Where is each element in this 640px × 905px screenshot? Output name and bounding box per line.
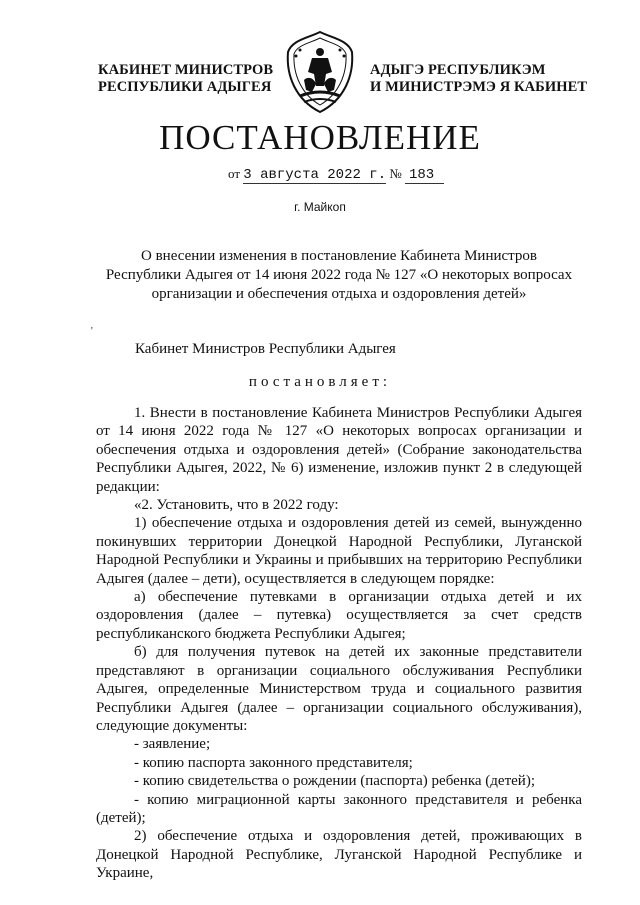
list-item: - копию паспорта законного представителя; [134,754,413,771]
header-right-line1: АДЫГЭ РЕСПУБЛИКЭМ [370,62,546,78]
document-body [96,404,582,883]
paragraph: б) для получения путевок на детей их законные представители представляют в организации социального обслуживания Республики Адыгея, определенные Министерством труда и социального развития Республики Адыгея (далее – организации социального обслуживания), следующие документы: [96,644,582,734]
document-subject [96,247,582,304]
document-number: 183 [405,167,444,184]
paragraph: 1) обеспечение отдыха и оздоровления детей из семей, вынужденно покинувших территории Донецкой Народной Республики, Луганской Народной Республики и Украины и прибывших на территорию Республики Адыгея (далее – дети), осуществляется в следующем порядке: [96,515,582,587]
date-prefix: от [228,166,241,181]
date-value: 3 августа 2022 г. [243,167,387,183]
cabinet-line: Кабинет Министров Республики Адыгея [135,341,396,357]
subject-line2: Республики Адыгея от 14 июня 2022 года № 127 «О некоторых вопросах [105,267,573,283]
margin-mark: ' [91,326,93,337]
subject-line1: О внесении изменения в постановление Кабинета Министров [141,248,537,264]
subject-line3: организации и обеспечения отдыха и оздоровления детей» [151,286,527,302]
paragraph: 1. Внести в постановление Кабинета Министров Республики Адыгея от 14 июня 2022 года № 127 «О некоторых вопросах организации и обеспечения отдыха и оздоровления детей» (Собрание законодательства Республики Адыгея, 2022, № 6) изменение, изложив пункт 2 в следующей редакции: [96,405,582,495]
list-item: - заявление; [134,736,211,753]
list-item: - копию миграционной карты законного представителя и ребенка (детей); [96,791,582,826]
header-right-line2: И МИНИСТРЭМЭ Я КАБИНЕТ [370,79,588,95]
document-title: ПОСТАНОВЛЕНИЕ [159,118,481,157]
city: г. Майкоп [294,200,346,214]
header-left-line1: КАБИНЕТ МИНИСТРОВ [98,62,274,78]
paragraph: «2. Установить, что в 2022 году: [134,497,339,514]
list-item: - копию свидетельства о рождении (паспорта) ребенка (детей); [134,773,535,790]
dateline [228,166,444,184]
decree-word: постановляет: [248,374,392,390]
coat-of-arms-icon [282,28,358,116]
paragraph: 2) обеспечение отдыха и оздоровления детей, проживающих в Донецкой Народной Республике, Луганской Народной Республике и Украине, [96,828,582,882]
header-right [370,62,587,96]
number-label: № [389,166,402,181]
header-left [98,62,273,96]
paragraph: а) обеспечение путевками в организации отдыха детей и их оздоровления (далее – путевка) осуществляется за счет средств республиканского бюджета Республики Адыгея; [96,589,582,642]
header-left-line2: РЕСПУБЛИКИ АДЫГЕЯ [98,79,272,95]
